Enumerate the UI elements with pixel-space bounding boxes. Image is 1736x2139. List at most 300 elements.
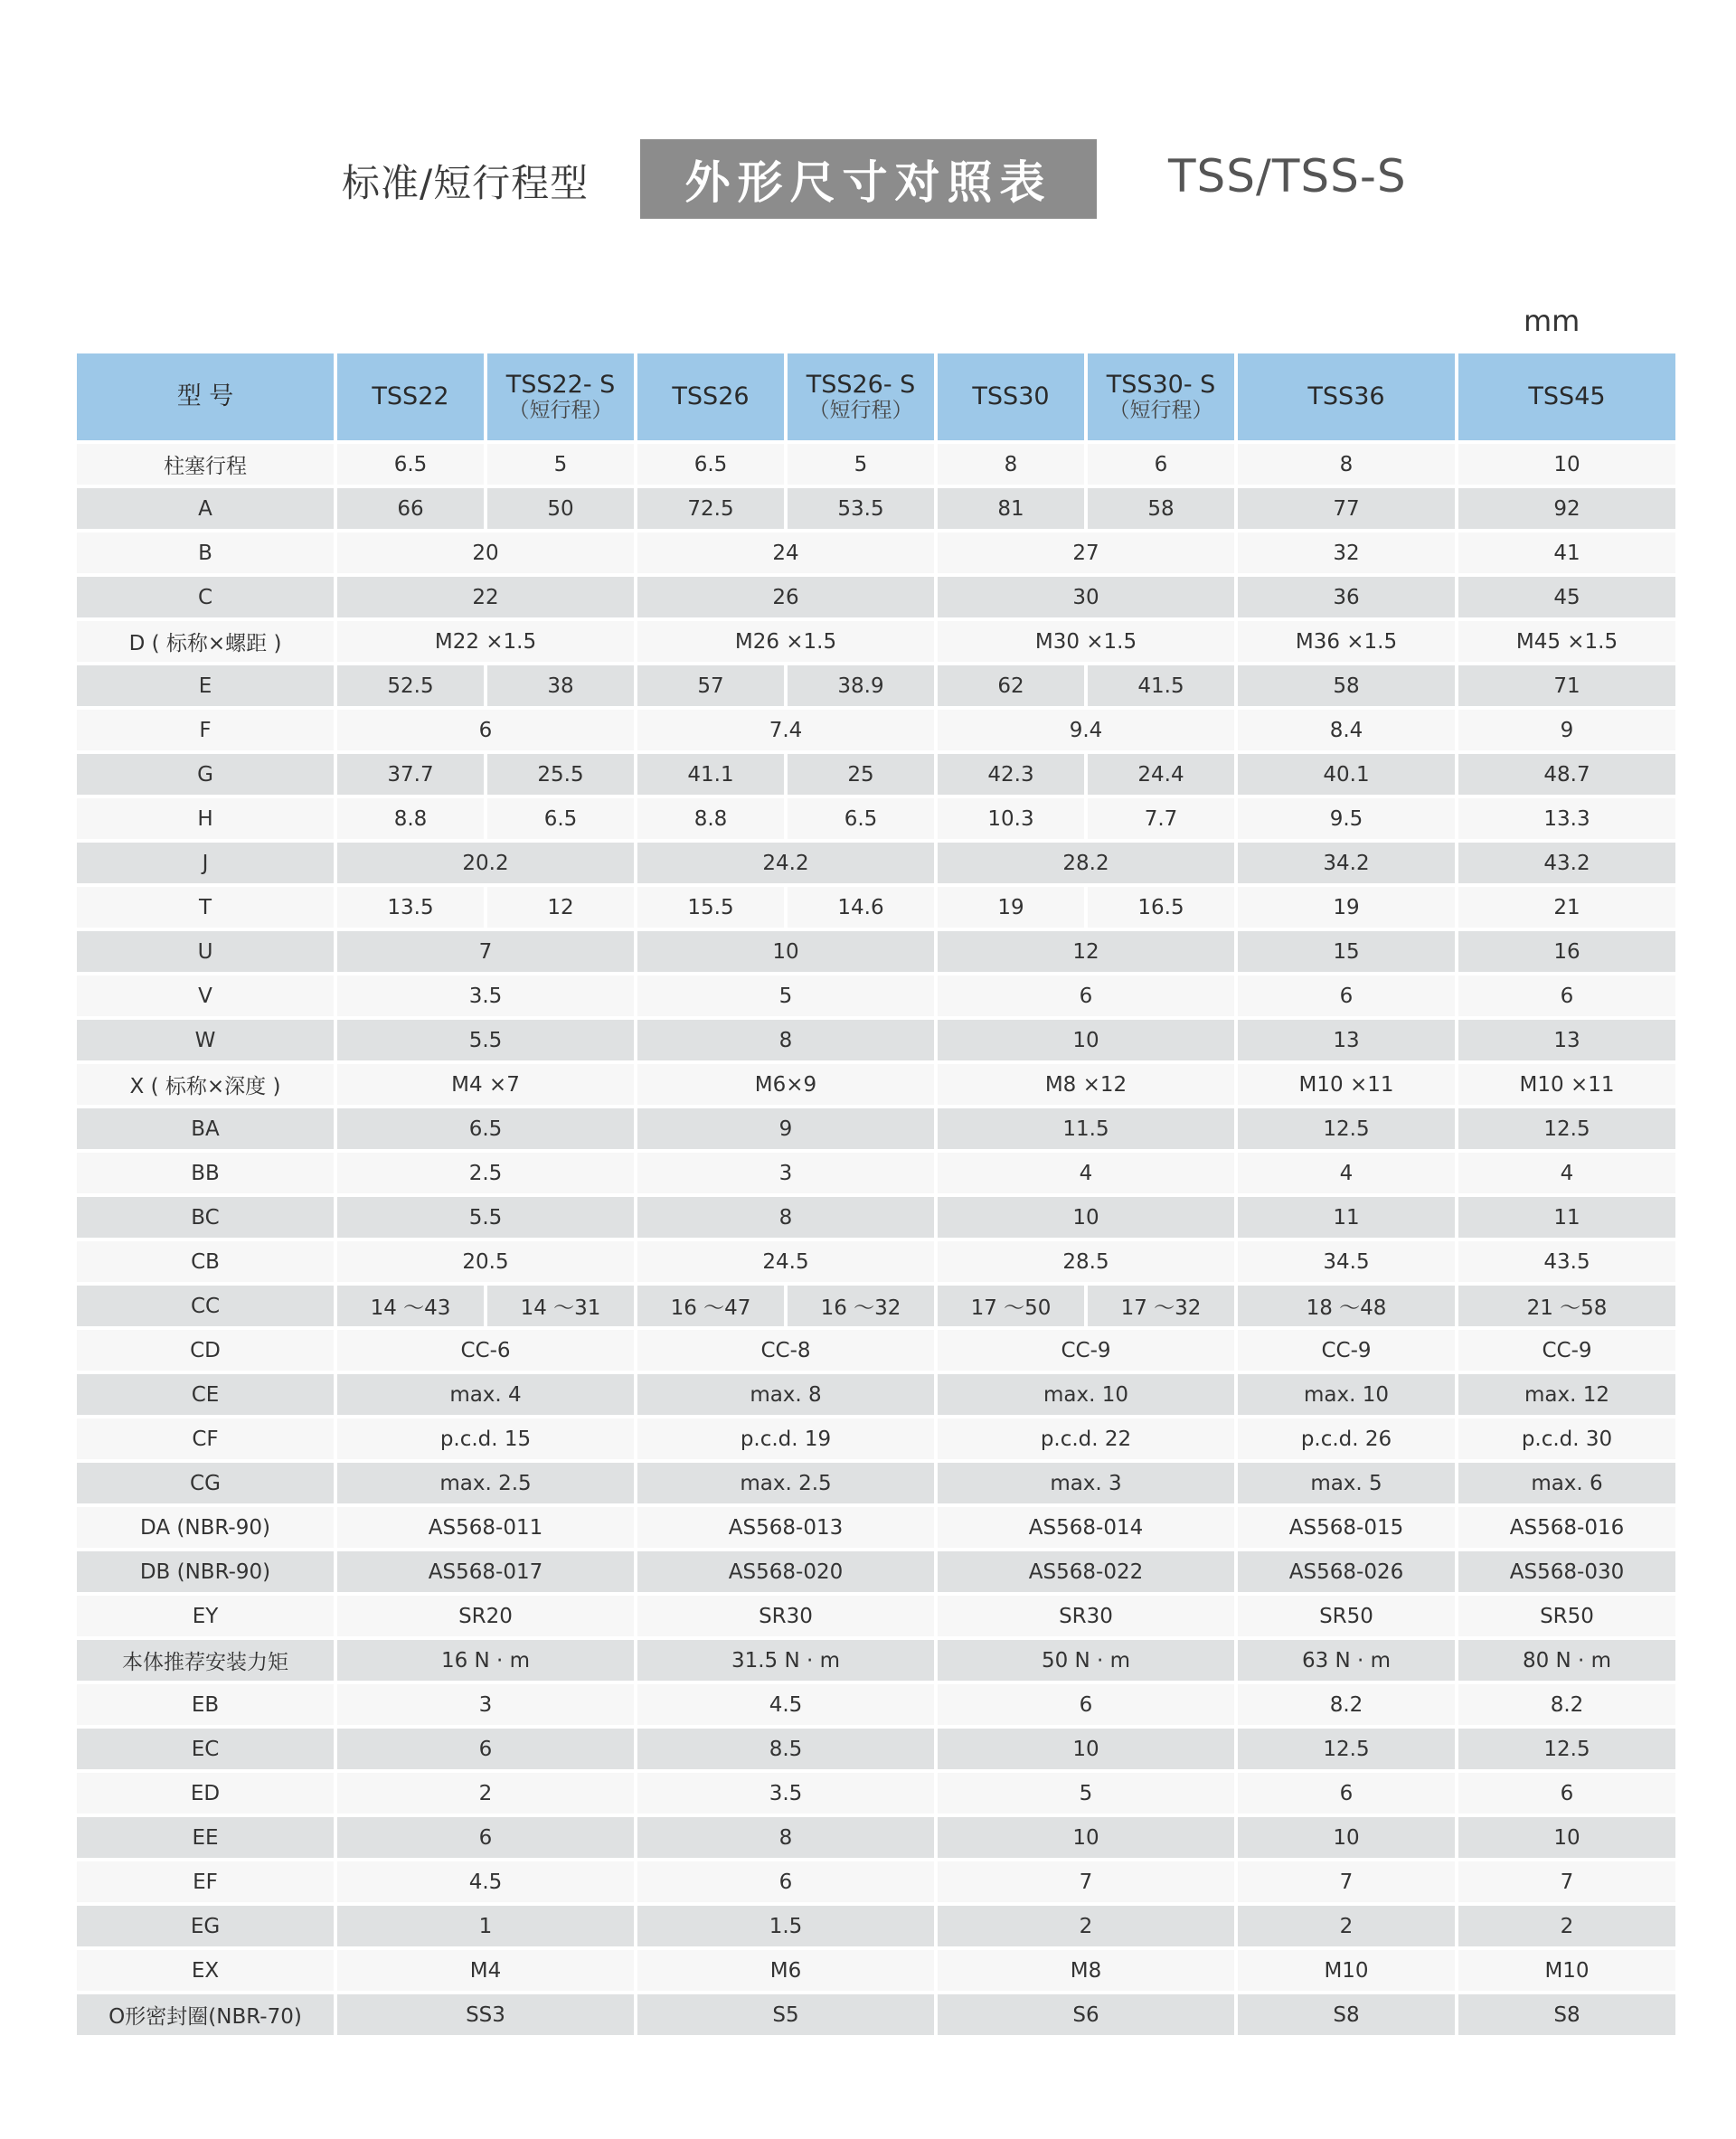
row-label: H <box>77 798 334 839</box>
row-label: T <box>77 887 334 928</box>
table-row <box>77 1861 1675 1902</box>
table-cell: 22 <box>337 577 634 617</box>
column-header-label: TSS22- S <box>505 371 616 400</box>
row-label: F <box>77 710 334 750</box>
table-cell: 37.7 <box>337 754 484 795</box>
table-cell: 7 <box>1238 1861 1455 1902</box>
row-label: E <box>77 665 334 706</box>
table-cell: 3.5 <box>637 1773 934 1814</box>
table-cell: 66 <box>337 488 484 529</box>
table-cell: 14 ～31 <box>487 1286 634 1326</box>
table-cell: CC-9 <box>1238 1330 1455 1371</box>
table-cell: 16 ～32 <box>788 1286 934 1326</box>
table-cell: S8 <box>1458 1994 1675 2035</box>
table-cell: 11 <box>1458 1197 1675 1238</box>
table-cell: 12.5 <box>1458 1729 1675 1769</box>
table-cell: M26 ×1.5 <box>637 621 934 662</box>
table-cell: 3.5 <box>337 975 634 1016</box>
row-label: EY <box>77 1596 334 1636</box>
table-cell: max. 2.5 <box>337 1463 634 1503</box>
page-title: 外形尺寸对照表 <box>640 139 1097 219</box>
table-cell: 6.5 <box>788 798 934 839</box>
column-header <box>637 353 784 440</box>
table-cell: AS568-016 <box>1458 1507 1675 1548</box>
table-cell: 8 <box>637 1197 934 1238</box>
row-label: DB (NBR-90) <box>77 1551 334 1592</box>
table-cell: max. 6 <box>1458 1463 1675 1503</box>
table-cell: 4 <box>1458 1153 1675 1193</box>
table-row <box>77 1684 1675 1725</box>
table-row <box>77 1596 1675 1636</box>
table-row <box>77 1817 1675 1858</box>
table-cell: 17 ～32 <box>1088 1286 1234 1326</box>
table-cell: 14 ～43 <box>337 1286 484 1326</box>
table-cell: M22 ×1.5 <box>337 621 634 662</box>
table-cell: SS3 <box>337 1994 634 2035</box>
table-cell: 1 <box>337 1906 634 1946</box>
row-label: EG <box>77 1906 334 1946</box>
table-row <box>77 931 1675 972</box>
table-cell: 11.5 <box>938 1108 1234 1149</box>
table-cell: 7 <box>938 1861 1234 1902</box>
table-cell: 12.5 <box>1238 1729 1455 1769</box>
row-label: BA <box>77 1108 334 1149</box>
row-label: G <box>77 754 334 795</box>
table-cell: 2 <box>337 1773 634 1814</box>
column-header-label: TSS26- S <box>806 371 916 400</box>
column-header <box>788 353 934 440</box>
table-row <box>77 1374 1675 1415</box>
table-cell: M30 ×1.5 <box>938 621 1234 662</box>
table-cell: max. 4 <box>337 1374 634 1415</box>
table-cell: 10 <box>938 1020 1234 1060</box>
table-cell: 8 <box>637 1020 934 1060</box>
table-cell: 28.2 <box>938 843 1234 883</box>
table-row <box>77 754 1675 795</box>
table-cell: p.c.d. 15 <box>337 1418 634 1459</box>
table-cell: CC-6 <box>337 1330 634 1371</box>
table-cell: 10 <box>938 1817 1234 1858</box>
table-cell: 77 <box>1238 488 1455 529</box>
table-cell: 8.2 <box>1458 1684 1675 1725</box>
table-row <box>77 1153 1675 1193</box>
table-cell: 2.5 <box>337 1153 634 1193</box>
table-cell: 13 <box>1238 1020 1455 1060</box>
table-cell: max. 5 <box>1238 1463 1455 1503</box>
table-cell: 72.5 <box>637 488 784 529</box>
row-label: EB <box>77 1684 334 1725</box>
table-cell: AS568-030 <box>1458 1551 1675 1592</box>
table-cell: 25.5 <box>487 754 634 795</box>
table-cell: 9.5 <box>1238 798 1455 839</box>
table-cell: CC-8 <box>637 1330 934 1371</box>
row-label: ED <box>77 1773 334 1814</box>
row-label: 柱塞行程 <box>77 444 334 485</box>
table-cell: 30 <box>938 577 1234 617</box>
table-cell: 2 <box>1238 1906 1455 1946</box>
table-cell: 31.5 N · m <box>637 1640 934 1681</box>
table-cell: 4.5 <box>637 1684 934 1725</box>
row-label: CD <box>77 1330 334 1371</box>
table-cell: 71 <box>1458 665 1675 706</box>
table-cell: 63 N · m <box>1238 1640 1455 1681</box>
table-cell: 58 <box>1088 488 1234 529</box>
table-cell: 8 <box>637 1817 934 1858</box>
table-cell: p.c.d. 22 <box>938 1418 1234 1459</box>
row-label: D ( 标称×螺距 ) <box>77 621 334 662</box>
table-row <box>77 1640 1675 1681</box>
table-cell: 7 <box>337 931 634 972</box>
table-cell: M4 ×7 <box>337 1064 634 1105</box>
table-row <box>77 1064 1675 1105</box>
row-label: EF <box>77 1861 334 1902</box>
table-cell: 8 <box>1238 444 1455 485</box>
row-label: DA (NBR-90) <box>77 1507 334 1548</box>
table-row <box>77 1020 1675 1060</box>
table-cell: p.c.d. 30 <box>1458 1418 1675 1459</box>
table-cell: 16 <box>1458 931 1675 972</box>
table-cell: 40.1 <box>1238 754 1455 795</box>
row-label: EC <box>77 1729 334 1769</box>
row-label: 本体推荐安装力矩 <box>77 1640 334 1681</box>
table-row <box>77 1507 1675 1548</box>
table-cell: 45 <box>1458 577 1675 617</box>
column-header-label: TSS45 <box>1528 382 1606 411</box>
column-header-model <box>77 353 334 440</box>
table-cell: 5 <box>637 975 934 1016</box>
table-row <box>77 665 1675 706</box>
table-cell: AS568-026 <box>1238 1551 1455 1592</box>
table-cell: 8 <box>938 444 1084 485</box>
table-cell: max. 10 <box>1238 1374 1455 1415</box>
table-row <box>77 577 1675 617</box>
table-cell: AS568-020 <box>637 1551 934 1592</box>
table-cell: 12.5 <box>1238 1108 1455 1149</box>
row-label: BC <box>77 1197 334 1238</box>
table-cell: 12 <box>487 887 634 928</box>
table-cell: 10 <box>637 931 934 972</box>
table-cell: CC-9 <box>938 1330 1234 1371</box>
table-cell: 19 <box>938 887 1084 928</box>
table-cell: 52.5 <box>337 665 484 706</box>
table-cell: 3 <box>337 1684 634 1725</box>
table-cell: 8.8 <box>637 798 784 839</box>
column-header-label: TSS26 <box>672 382 750 411</box>
table-cell: M8 <box>938 1950 1234 1991</box>
table-cell: 24 <box>637 532 934 573</box>
table-row <box>77 1241 1675 1282</box>
table-cell: 41.5 <box>1088 665 1234 706</box>
table-cell: SR20 <box>337 1596 634 1636</box>
table-cell: 16 N · m <box>337 1640 634 1681</box>
row-label: CB <box>77 1241 334 1282</box>
table-cell: 4 <box>938 1153 1234 1193</box>
table-cell: 36 <box>1238 577 1455 617</box>
column-header-label: TSS22 <box>372 382 449 411</box>
table-cell: 19 <box>1238 887 1455 928</box>
table-cell: 10.3 <box>938 798 1084 839</box>
column-header <box>487 353 634 440</box>
table-cell: 6 <box>1458 1773 1675 1814</box>
unit-label: mm <box>1524 304 1580 338</box>
table-header-row <box>77 353 1675 440</box>
row-label: W <box>77 1020 334 1060</box>
table-cell: 80 N · m <box>1458 1640 1675 1681</box>
table-cell: AS568-013 <box>637 1507 934 1548</box>
table-cell: M6 <box>637 1950 934 1991</box>
table-cell: 2 <box>1458 1906 1675 1946</box>
table-cell: 10 <box>1238 1817 1455 1858</box>
table-cell: max. 2.5 <box>637 1463 934 1503</box>
table-cell: 8.2 <box>1238 1684 1455 1725</box>
row-label: EX <box>77 1950 334 1991</box>
table-row <box>77 1729 1675 1769</box>
table-cell: M10 ×11 <box>1238 1064 1455 1105</box>
table-cell: 13.5 <box>337 887 484 928</box>
table-row <box>77 488 1675 529</box>
series-type-label: 标准/短行程型 <box>342 161 590 205</box>
table-cell: 7.7 <box>1088 798 1234 839</box>
table-cell: 4 <box>1238 1153 1455 1193</box>
title-row <box>0 136 1736 219</box>
table-cell: AS568-015 <box>1238 1507 1455 1548</box>
table-cell: 53.5 <box>788 488 934 529</box>
table-cell: 9 <box>1458 710 1675 750</box>
table-cell: 42.3 <box>938 754 1084 795</box>
table-cell: 12.5 <box>1458 1108 1675 1149</box>
column-header-label: TSS30 <box>972 382 1050 411</box>
table-cell: 15.5 <box>637 887 784 928</box>
column-header-sublabel: （短行程） <box>808 399 913 423</box>
table-cell: 24.2 <box>637 843 934 883</box>
row-label: CE <box>77 1374 334 1415</box>
table-cell: 50 N · m <box>938 1640 1234 1681</box>
table-cell: M10 ×11 <box>1458 1064 1675 1105</box>
column-header <box>938 353 1084 440</box>
table-cell: AS568-017 <box>337 1551 634 1592</box>
column-header <box>1088 353 1234 440</box>
table-cell: 4.5 <box>337 1861 634 1902</box>
table-cell: 32 <box>1238 532 1455 573</box>
table-cell: 62 <box>938 665 1084 706</box>
table-cell: AS568-014 <box>938 1507 1234 1548</box>
table-cell: 5.5 <box>337 1020 634 1060</box>
table-row <box>77 1551 1675 1592</box>
column-header-label: 型 号 <box>176 382 234 411</box>
table-cell: M10 <box>1458 1950 1675 1991</box>
table-cell: M4 <box>337 1950 634 1991</box>
table-cell: SR50 <box>1238 1596 1455 1636</box>
table-cell: 12 <box>938 931 1234 972</box>
table-cell: p.c.d. 26 <box>1238 1418 1455 1459</box>
table-cell: 15 <box>1238 931 1455 972</box>
table-cell: 6 <box>1238 1773 1455 1814</box>
table-cell: 92 <box>1458 488 1675 529</box>
table-cell: 57 <box>637 665 784 706</box>
table-row <box>77 532 1675 573</box>
dimension-table <box>73 350 1679 2039</box>
model-series-label: TSS/TSS-S <box>1168 150 1407 203</box>
table-cell: 7.4 <box>637 710 934 750</box>
table-cell: 9.4 <box>938 710 1234 750</box>
table-cell: max. 10 <box>938 1374 1234 1415</box>
table-cell: 3 <box>637 1153 934 1193</box>
table-cell: 43.5 <box>1458 1241 1675 1282</box>
table-row <box>77 798 1675 839</box>
table-cell: 26 <box>637 577 934 617</box>
table-cell: 6 <box>938 975 1234 1016</box>
row-label: O形密封圈(NBR-70) <box>77 1994 334 2035</box>
table-cell: AS568-011 <box>337 1507 634 1548</box>
table-cell: 20.5 <box>337 1241 634 1282</box>
row-label: A <box>77 488 334 529</box>
table-cell: 6.5 <box>487 798 634 839</box>
table-cell: 6 <box>337 1729 634 1769</box>
table-cell: S6 <box>938 1994 1234 2035</box>
table-cell: 10 <box>938 1197 1234 1238</box>
table-cell: max. 3 <box>938 1463 1234 1503</box>
table-row <box>77 621 1675 662</box>
table-cell: S8 <box>1238 1994 1455 2035</box>
table-cell: 9 <box>637 1108 934 1149</box>
table-cell: 14.6 <box>788 887 934 928</box>
table-cell: 81 <box>938 488 1084 529</box>
column-header <box>337 353 484 440</box>
table-cell: 18 ～48 <box>1238 1286 1455 1326</box>
table-cell: 13 <box>1458 1020 1675 1060</box>
table-cell: 38 <box>487 665 634 706</box>
row-label: V <box>77 975 334 1016</box>
column-header-sublabel: （短行程） <box>508 399 613 423</box>
table-body <box>77 444 1675 2035</box>
table-cell: M6×9 <box>637 1064 934 1105</box>
table-cell: 6 <box>637 1861 934 1902</box>
table-cell: 34.2 <box>1238 843 1455 883</box>
row-label: C <box>77 577 334 617</box>
table-row <box>77 1950 1675 1991</box>
column-header-sublabel: （短行程） <box>1109 399 1213 423</box>
table-cell: 28.5 <box>938 1241 1234 1282</box>
table-cell: 8.8 <box>337 798 484 839</box>
table-cell: 21 ～58 <box>1458 1286 1675 1326</box>
table-cell: 43.2 <box>1458 843 1675 883</box>
row-label: CC <box>77 1286 334 1326</box>
table-cell: 58 <box>1238 665 1455 706</box>
table-cell: M36 ×1.5 <box>1238 621 1455 662</box>
table-cell: SR50 <box>1458 1596 1675 1636</box>
table-row <box>77 887 1675 928</box>
table-cell: 6 <box>337 1817 634 1858</box>
row-label: EE <box>77 1817 334 1858</box>
table-cell: 5 <box>487 444 634 485</box>
column-header-label: TSS36 <box>1307 382 1385 411</box>
table-cell: 24.4 <box>1088 754 1234 795</box>
table-cell: 20.2 <box>337 843 634 883</box>
table-cell: 24.5 <box>637 1241 934 1282</box>
table-cell: 34.5 <box>1238 1241 1455 1282</box>
row-label: CG <box>77 1463 334 1503</box>
table-row <box>77 1463 1675 1503</box>
table-cell: 7 <box>1458 1861 1675 1902</box>
row-label: U <box>77 931 334 972</box>
table-cell: 5 <box>938 1773 1234 1814</box>
table-cell: AS568-022 <box>938 1551 1234 1592</box>
table-cell: max. 12 <box>1458 1374 1675 1415</box>
row-label: B <box>77 532 334 573</box>
table-cell: 25 <box>788 754 934 795</box>
table-row <box>77 975 1675 1016</box>
table-cell: 6.5 <box>337 1108 634 1149</box>
table-cell: 48.7 <box>1458 754 1675 795</box>
table-cell: 8.4 <box>1238 710 1455 750</box>
table-cell: 6 <box>1088 444 1234 485</box>
table-cell: 6.5 <box>637 444 784 485</box>
table-cell: 5.5 <box>337 1197 634 1238</box>
row-label: CF <box>77 1418 334 1459</box>
table-row <box>77 843 1675 883</box>
table-cell: 20 <box>337 532 634 573</box>
table-cell: 16 ～47 <box>637 1286 784 1326</box>
table-row <box>77 1773 1675 1814</box>
table-cell: 11 <box>1238 1197 1455 1238</box>
table-cell: CC-9 <box>1458 1330 1675 1371</box>
row-label: J <box>77 843 334 883</box>
row-label: X ( 标称×深度 ) <box>77 1064 334 1105</box>
table-cell: 6.5 <box>337 444 484 485</box>
table-cell: 13.3 <box>1458 798 1675 839</box>
row-label: BB <box>77 1153 334 1193</box>
table-cell: M10 <box>1238 1950 1455 1991</box>
table-cell: 2 <box>938 1906 1234 1946</box>
table-cell: 6 <box>337 710 634 750</box>
table-cell: 10 <box>1458 1817 1675 1858</box>
table-cell: 5 <box>788 444 934 485</box>
column-header <box>1458 353 1675 440</box>
table-cell: SR30 <box>637 1596 934 1636</box>
table-row <box>77 1418 1675 1459</box>
table-cell: 17 ～50 <box>938 1286 1084 1326</box>
table-cell: 6 <box>938 1684 1234 1725</box>
table-row <box>77 1286 1675 1326</box>
table-cell: 21 <box>1458 887 1675 928</box>
column-header <box>1238 353 1455 440</box>
table-cell: 41.1 <box>637 754 784 795</box>
table-cell: M45 ×1.5 <box>1458 621 1675 662</box>
table-row <box>77 710 1675 750</box>
table-cell: 41 <box>1458 532 1675 573</box>
table-cell: SR30 <box>938 1596 1234 1636</box>
table-cell: max. 8 <box>637 1374 934 1415</box>
table-row <box>77 1197 1675 1238</box>
table-row <box>77 1906 1675 1946</box>
table-cell: 6 <box>1458 975 1675 1016</box>
table-cell: S5 <box>637 1994 934 2035</box>
table-cell: 1.5 <box>637 1906 934 1946</box>
table-row <box>77 444 1675 485</box>
table-cell: 10 <box>1458 444 1675 485</box>
table-row <box>77 1330 1675 1371</box>
table-cell: 16.5 <box>1088 887 1234 928</box>
table-row <box>77 1994 1675 2035</box>
table-row <box>77 1108 1675 1149</box>
table-cell: 8.5 <box>637 1729 934 1769</box>
table-cell: 38.9 <box>788 665 934 706</box>
column-header-label: TSS30- S <box>1106 371 1216 400</box>
table-cell: 10 <box>938 1729 1234 1769</box>
table-cell: 6 <box>1238 975 1455 1016</box>
table-cell: p.c.d. 19 <box>637 1418 934 1459</box>
table-cell: 27 <box>938 532 1234 573</box>
